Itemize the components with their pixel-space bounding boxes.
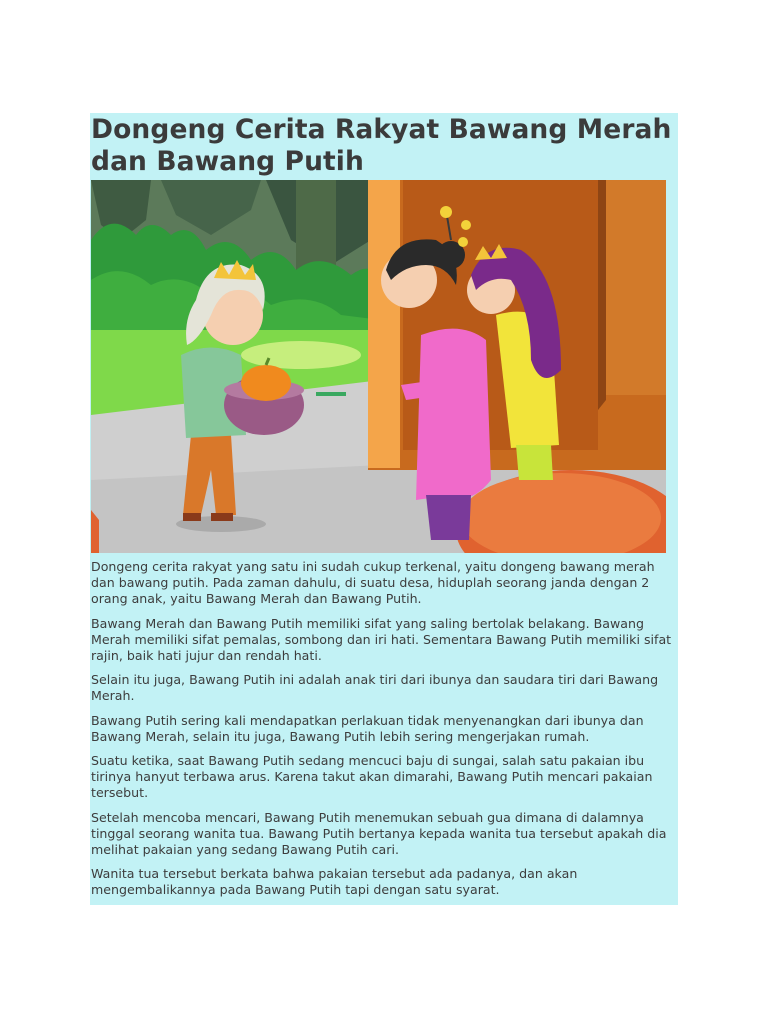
paragraph-1: Dongeng cerita rakyat yang satu ini sudah cukup terkenal, yaitu dongeng bawang merah dan bawang putih. Pada zaman dahulu, di suatu desa, hiduplah seorang janda dengan 2 orang anak, yaitu Bawang Merah dan Bawang Putih.: [91, 559, 655, 607]
paragraph-5: Suatu ketika, saat Bawang Putih sedang mencuci baju di sungai, salah satu pakaian ibu tirinya hanyut terbawa arus. Karena takut akan dimarahi, Bawang Putih mencari pakaian tersebut.: [91, 753, 653, 801]
paragraph-6: Setelah mencoba mencari, Bawang Putih menemukan sebuah gua dimana di dalamnya tinggal seorang wanita tua. Bawang Putih bertanya kepada wanita tua tersebut apakah dia melihat pakaian yang sedang Bawang Putih cari.: [91, 809, 667, 858]
paragraph-2: Bawang Merah dan Bawang Putih memiliki sifat yang saling bertolak belakang. Bawang Merah memiliki sifat pemalas, sombong dan iri hati. Sementara Bawang Putih memiliki sifat rajin, baik hati jujur dan rendah hati.: [91, 615, 672, 664]
paragraph-7: Wanita tua tersebut berkata bahwa pakaian tersebut ada padanya, dan akan mengembalikannya pada Bawang Putih tapi dengan satu syarat.: [91, 866, 578, 898]
document-body: [91, 559, 677, 905]
document-page: [90, 113, 678, 905]
paragraph-4: Bawang Putih sering kali mendapatkan perlakuan tidak menyenangkan dari ibunya dan Bawang Merah, selain itu juga, Bawang Putih lebih sering mengerjakan rumah.: [91, 712, 644, 744]
cartoon-illustration-icon: [91, 180, 666, 553]
story-illustration: [91, 180, 666, 553]
document-title: Dongeng Cerita Rakyat Bawang Merah dan Bawang Putih: [91, 114, 672, 177]
paragraph-3: Selain itu juga, Bawang Putih ini adalah anak tiri dari ibunya dan saudara tiri dari Bawang Merah.: [91, 672, 659, 704]
